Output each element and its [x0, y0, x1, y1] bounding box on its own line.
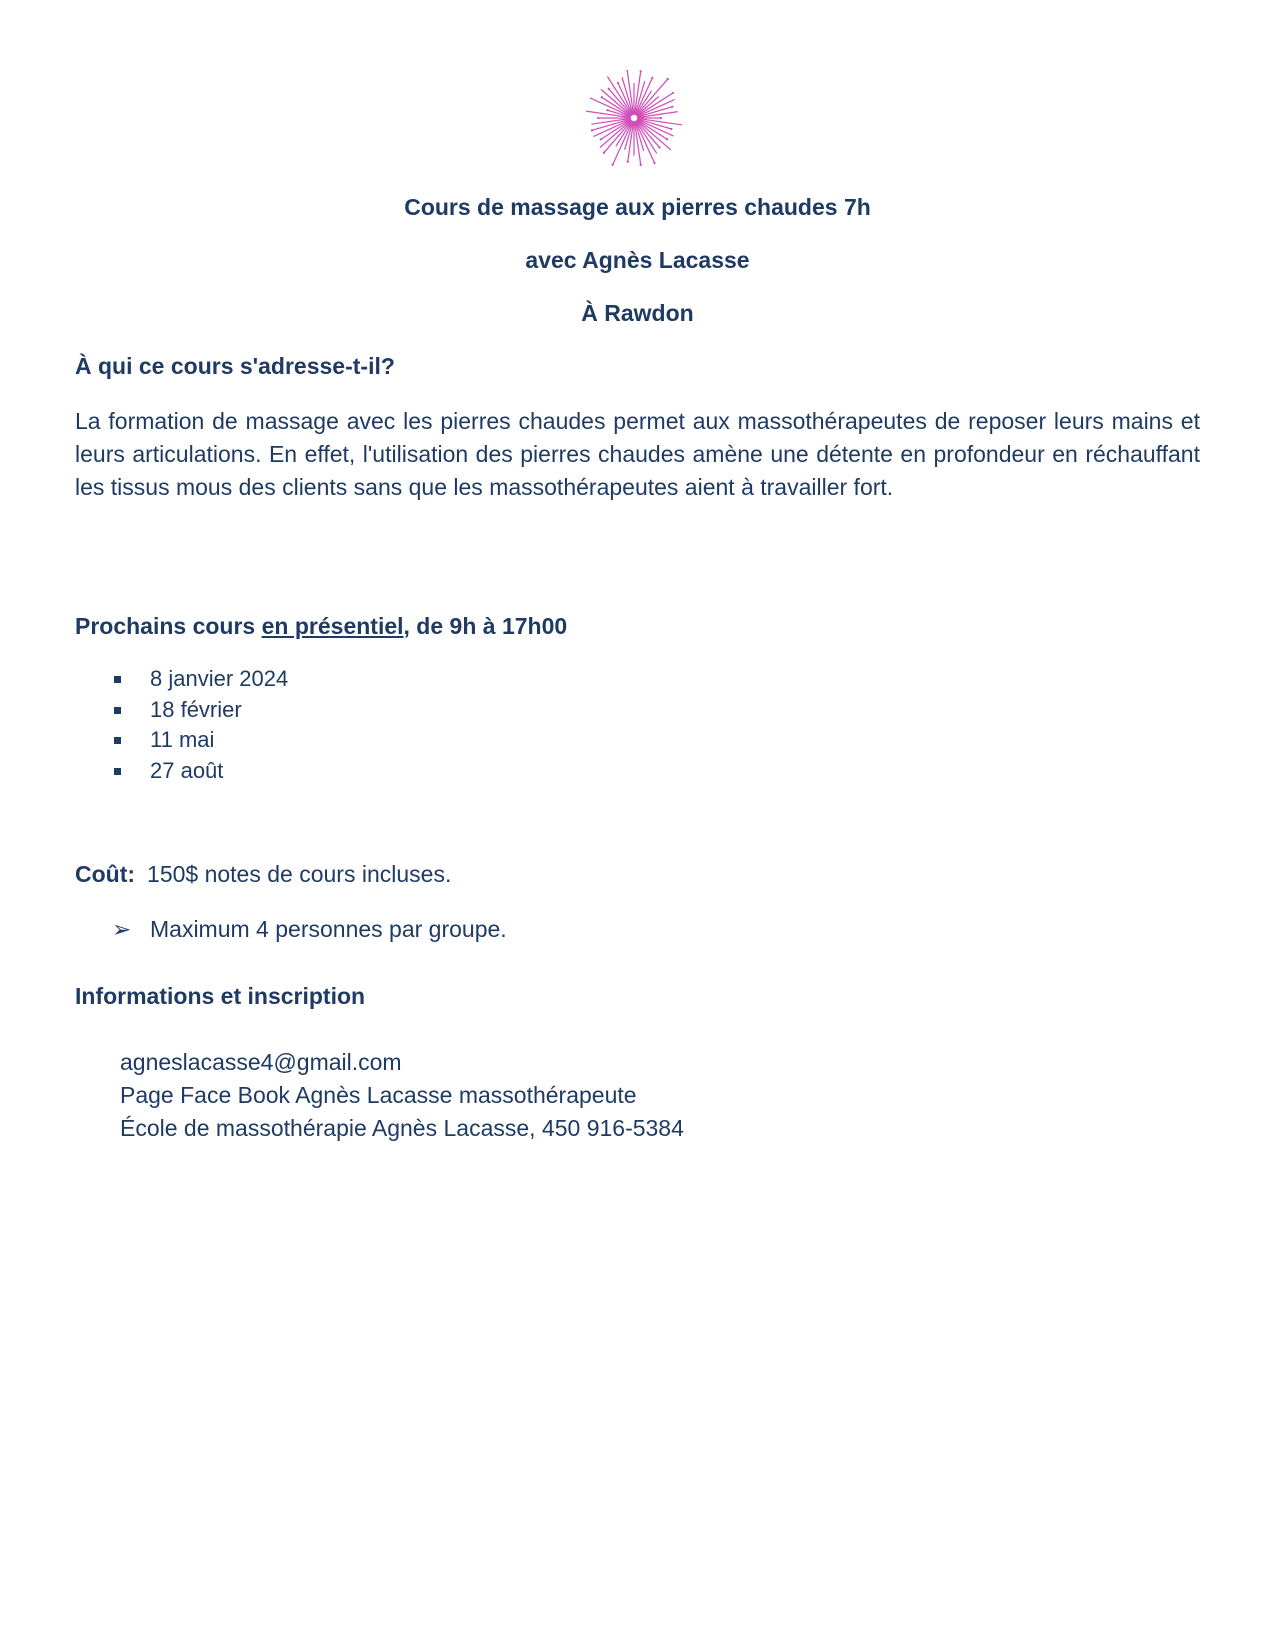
- starburst-dot: [660, 117, 662, 119]
- starburst-dot: [672, 92, 674, 94]
- square-bullet-icon: [114, 707, 121, 714]
- starburst-dot: [670, 128, 672, 130]
- starburst-dot: [658, 146, 660, 148]
- arrowhead-bullet-icon: ➢: [112, 916, 132, 942]
- cost-value: 150$ notes de cours incluses.: [147, 861, 452, 887]
- starburst-dot: [591, 129, 593, 131]
- starburst-dot: [666, 138, 668, 140]
- list-item: [112, 695, 288, 726]
- group-size-note: [112, 915, 507, 943]
- group-size-text: Maximum 4 personnes par groupe.: [150, 916, 507, 942]
- starburst-dot: [651, 77, 653, 79]
- email-address: agneslacasse4@gmail.com: [120, 1049, 402, 1075]
- heading-suffix: , de 9h à 17h00: [403, 613, 568, 639]
- course-date: 18 février: [150, 696, 242, 722]
- course-date: 8 janvier 2024: [150, 666, 289, 691]
- starburst-dot: [617, 82, 619, 84]
- list-item: [112, 725, 288, 756]
- starburst-logo: [586, 70, 682, 166]
- starburst-dot: [667, 78, 669, 80]
- starburst-dot: [612, 164, 614, 166]
- contact-block: [120, 1046, 684, 1145]
- starburst-dot: [600, 138, 602, 140]
- list-item: [112, 664, 288, 695]
- square-bullet-icon: [114, 676, 121, 683]
- cost-line: [75, 860, 451, 888]
- course-dates-list: [112, 664, 288, 786]
- square-bullet-icon: [114, 768, 121, 775]
- school-phone: École de massothérapie Agnès Lacasse, 450 916-5384: [120, 1115, 684, 1141]
- course-date: 27 août: [150, 757, 224, 783]
- starburst-dot: [653, 162, 655, 164]
- audience-heading: À qui ce cours s'adresse-t-il?: [75, 353, 395, 379]
- starburst-dot: [640, 164, 642, 166]
- starburst-dot: [603, 152, 605, 154]
- course-title: Cours de massage aux pierres chaudes 7h: [404, 194, 871, 220]
- starburst-dot: [671, 106, 673, 108]
- location-line: À Rawdon: [581, 300, 694, 326]
- cost-label: Coût:: [75, 861, 136, 887]
- starburst-ray: [637, 97, 659, 116]
- starburst-dot: [627, 161, 629, 163]
- starburst-dot: [640, 70, 642, 72]
- instructor-line: avec Agnès Lacasse: [525, 247, 750, 273]
- list-item: [112, 756, 288, 787]
- heading-prefix: Prochains cours: [75, 613, 262, 639]
- course-date: 11 mai: [150, 727, 215, 752]
- info-heading: Informations et inscription: [75, 983, 366, 1009]
- starburst-dot: [597, 117, 599, 119]
- starburst-dot: [608, 88, 610, 90]
- facebook-page: Page Face Book Agnès Lacasse massothérapeute: [120, 1082, 637, 1108]
- starburst-dot: [606, 109, 608, 111]
- starburst-dot: [626, 70, 628, 71]
- in-person-underlined: en présentiel: [261, 613, 404, 639]
- upcoming-courses-heading: [75, 612, 567, 640]
- square-bullet-icon: [114, 737, 121, 744]
- audience-paragraph: La formation de massage avec les pierres chaudes permet aux massothérapeutes de reposer leurs mains et leurs articulations. En effet, l'utilisation des pierres chaudes amène une détente en profondeur en réchauffant les tissus mous des clients sans que les massothérapeutes aient à travailler fort.: [75, 408, 1200, 500]
- starburst-dot: [601, 96, 603, 98]
